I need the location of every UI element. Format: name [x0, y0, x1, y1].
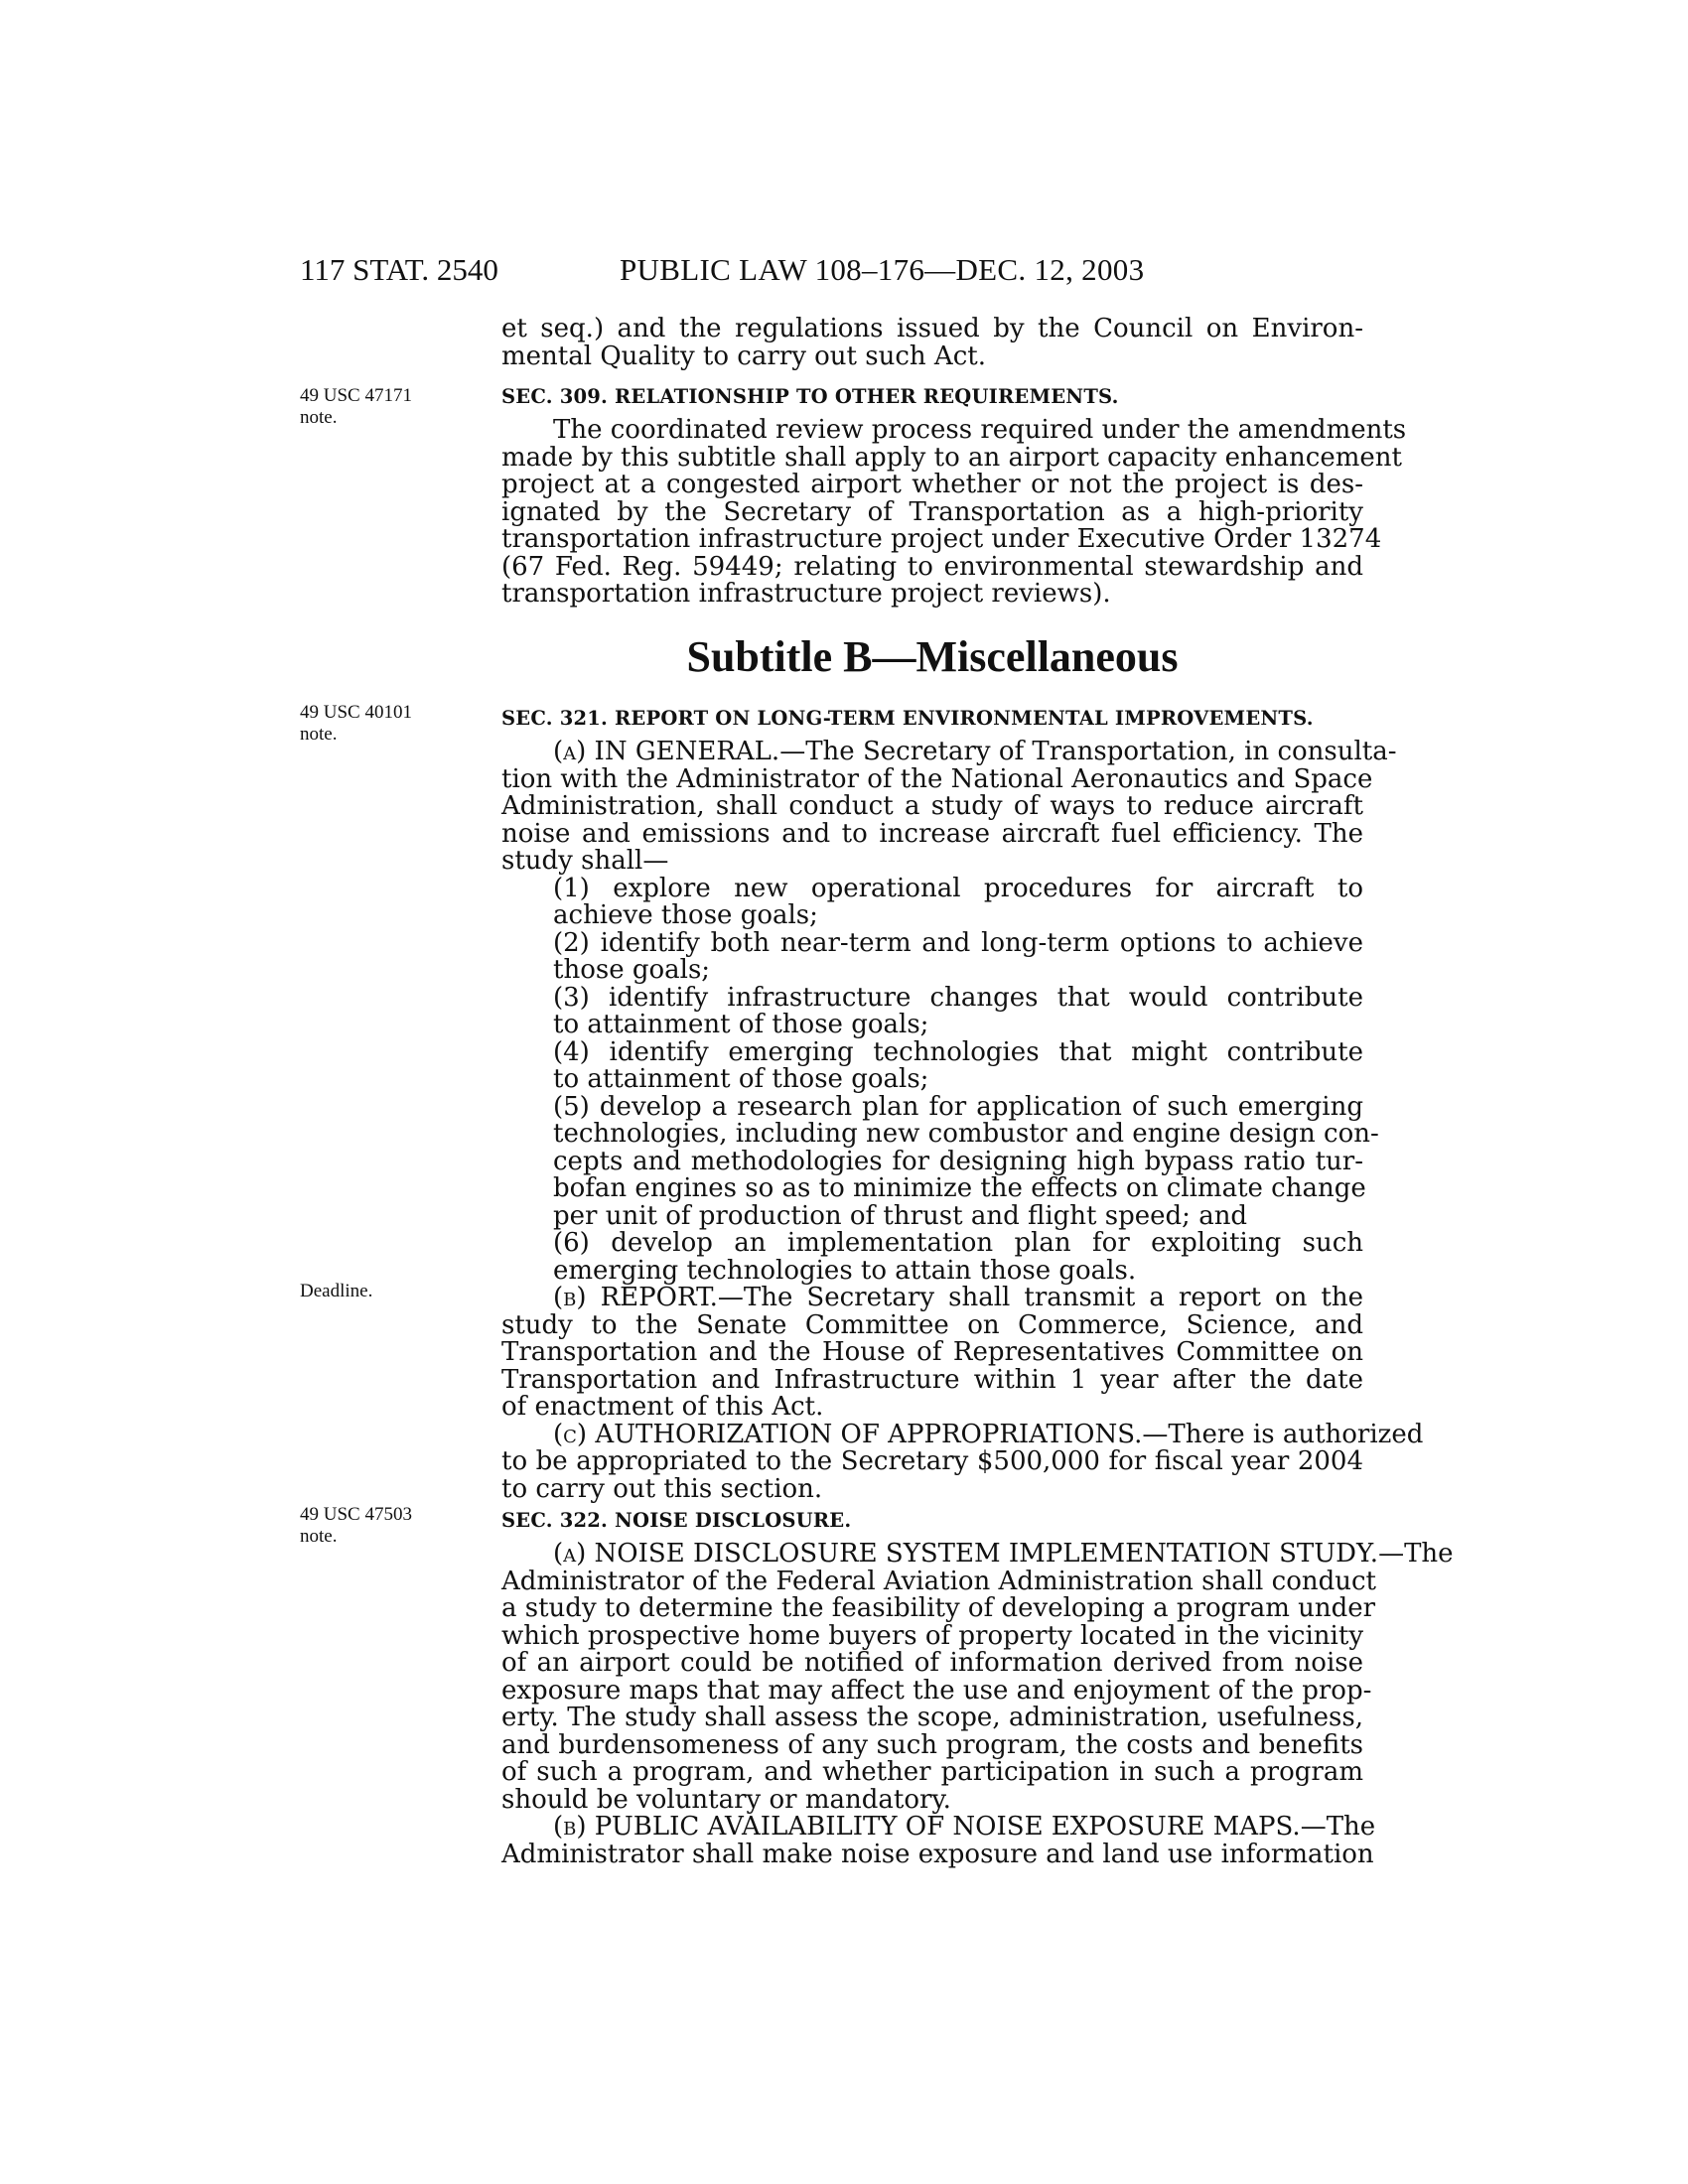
- margin-note-deadline: Deadline.: [300, 1281, 373, 1301]
- list-item: (6) develop an implementation plan for exploiting such: [553, 1228, 1363, 1258]
- sec-321-subsection-a: (a) IN GENERAL.—The Secretary of Transportation, in consulta-: [553, 737, 1397, 766]
- list-item: (5) develop a research plan for application of such emerging: [553, 1091, 1363, 1122]
- list-item: (2) identify both near-term and long-term options to achieve: [553, 927, 1363, 958]
- running-head: [300, 252, 1362, 288]
- public-law-header-title: PUBLIC LAW 108–176—DEC. 12, 2003: [620, 252, 1145, 287]
- margin-note-49-usc-47503: 49 USC 47503 note.: [300, 1504, 412, 1547]
- list-item: (3) identify infrastructure changes that would contribute: [553, 982, 1363, 1013]
- sec-322-subsection-a: (a) NOISE DISCLOSURE SYSTEM IMPLEMENTATION STUDY.—The: [553, 1539, 1454, 1569]
- intro-paragraph: et seq.) and the regulations issued by the Council on Environ- mental Quality to carry out such Act.: [501, 314, 1363, 371]
- list-item: (4) identify emerging technologies that might contribute: [553, 1036, 1363, 1067]
- sec-322-subsection-b: (b) PUBLIC AVAILABILITY OF NOISE EXPOSURE MAPS.—The: [553, 1812, 1376, 1842]
- sec-309-heading: SEC. 309. RELATIONSHIP TO OTHER REQUIREMENTS.: [501, 385, 1119, 408]
- sec-322-body: (a) NOISE DISCLOSURE SYSTEM IMPLEMENTATION STUDY.—The Administrator of the Federal Aviation Administration shall conduct a study to determine the feasibility of developing a program under which prospective home buyers of property located in the vicinity of an airport could be notified of information derived from noise exposure maps that may affect the use and enjoyment of the prop- erty. The study shall assess the scope, administration, usefulness, and burdensomeness of any such program, the costs and benefits of such a program, and whether participation in such a program should be voluntary or mandatory. (b) PUBLIC AVAILABILITY OF NOISE EXPOSURE MAPS.—The Administrator shall make noise exposure and land use information: [501, 1539, 1454, 1869]
- sec-321-subsection-c: (c) AUTHORIZATION OF APPROPRIATIONS.—There is authorized: [553, 1419, 1424, 1449]
- margin-note-49-usc-40101: 49 USC 40101 note.: [300, 702, 412, 745]
- margin-note-49-usc-47171: 49 USC 47171 note.: [300, 385, 412, 428]
- sec-309-paragraph: The coordinated review process required under the amendments made by this subtitle shall apply to an airport capacity enhancement project at a congested airport whether or not the project is des- ignated by the Secretary of Transportation as a high-priority transportation infrastructure project under Executive Order 13274 (67 Fed. Reg. 59449; relating to environmental stewardship and transportation infrastructure project reviews).: [501, 415, 1407, 609]
- list-item: (1) explore new operational procedures for aircraft to: [553, 873, 1363, 903]
- sec-321-subsection-b: (b) REPORT.—The Secretary shall transmit a report on the: [553, 1283, 1363, 1312]
- stat-page-reference: 117 STAT. 2540: [300, 252, 498, 287]
- sec-321-heading: SEC. 321. REPORT ON LONG-TERM ENVIRONMENTAL IMPROVEMENTS.: [501, 707, 1314, 730]
- subtitle-heading: Subtitle B—Miscellaneous: [686, 632, 1179, 681]
- sec-322-heading: SEC. 322. NOISE DISCLOSURE.: [501, 1509, 852, 1532]
- sec-321-body: (a) IN GENERAL.—The Secretary of Transportation, in consulta- tion with the Administrator of the National Aeronautics and Space Administration, shall conduct a study of ways to reduce aircraft noise and emissions and to increase aircraft fuel efficiency. The study shall— (1) explore new operational procedures for aircraft to achieve those goals; (2) identify both near-term and long-term options to achieve those goals; (3) identify infrastructure changes that would contribute to attainment of those goals; (4) identify emerging technologies that might contribute to attainment of those goals; (5) develop a research plan for application of such emerging technologies, including new combustor and engine design con- cepts and methodologies for designing high bypass ratio tur- bofan engines so as to minimize the effects on climate change per unit of production of thrust and flight speed; and (6) develop an implementation plan for exploiting such emerging technologies to attain those goals. (b) REPORT.—The Secretary shall transmit a report on the study to the Senate Committee on Commerce, Science, and Transportation and the House of Representatives Committee on Transportation and Infrastructure within 1 year after the date of enactment of this Act. (c) AUTHORIZATION OF APPROPRIATIONS.—There is authorized to be appropriated to the Secretary $500,000 for fiscal year 2004 to carry out this section.: [501, 737, 1424, 1504]
